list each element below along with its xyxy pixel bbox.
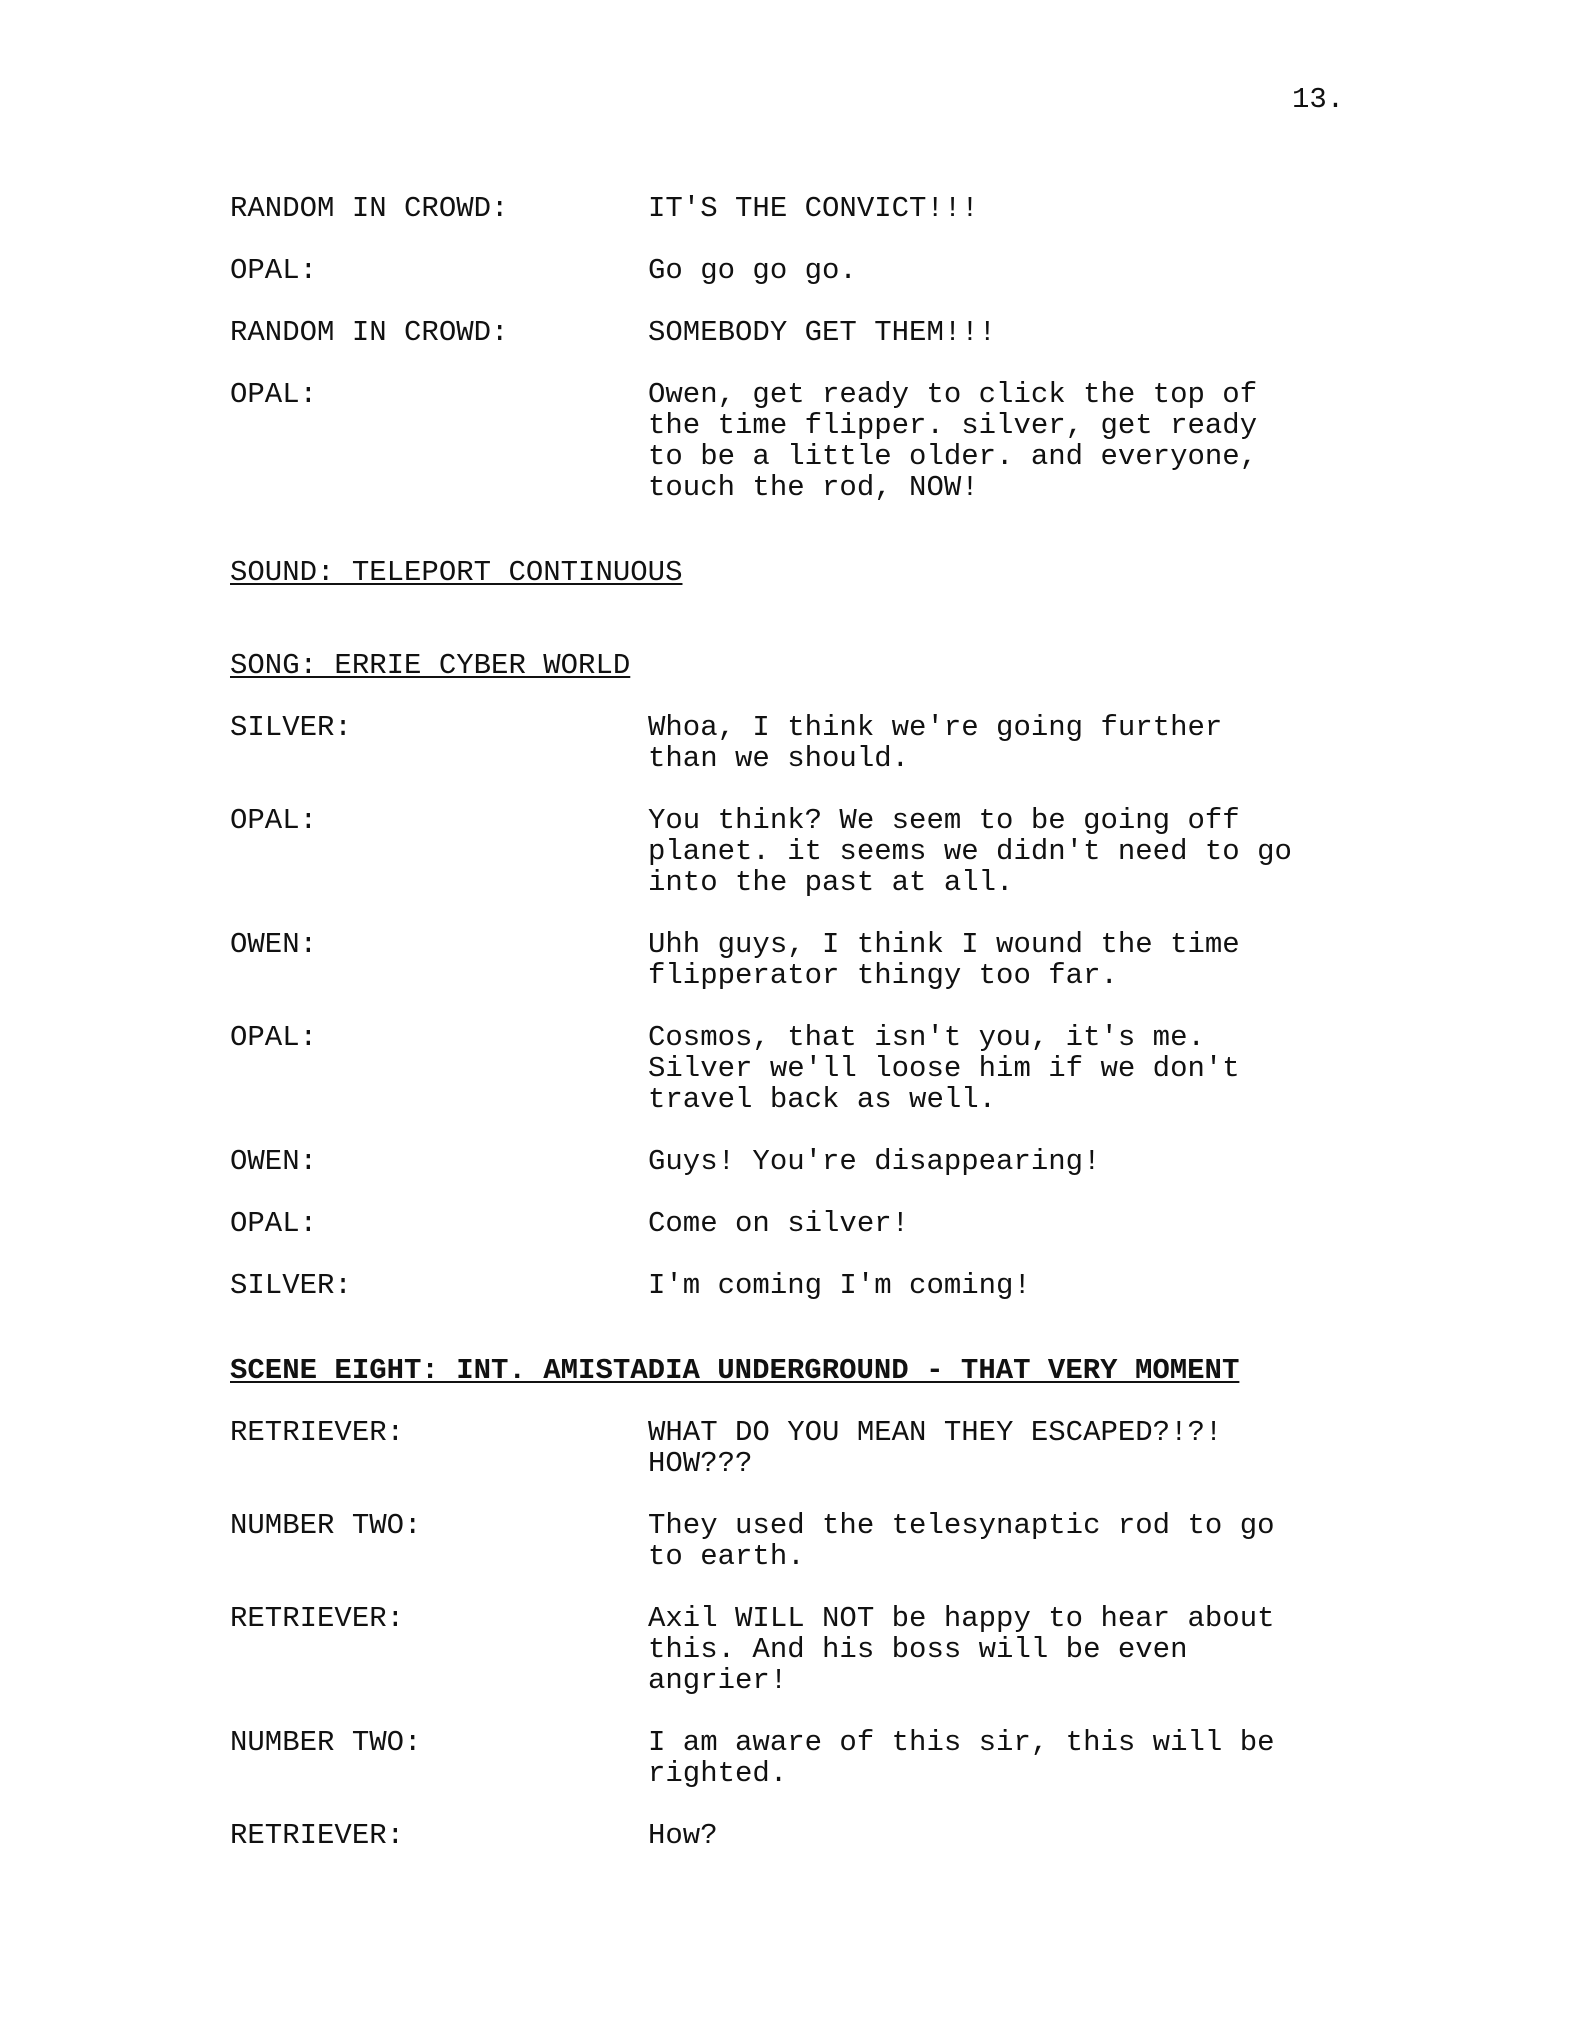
character-name: SILVER: bbox=[230, 711, 352, 744]
character-name: RANDOM IN CROWD: bbox=[230, 192, 509, 225]
dialogue-line bbox=[230, 379, 1360, 503]
dialogue-text: Uhh guys, I think I wound the time flipperator thingy too far. bbox=[648, 928, 1240, 992]
dialogue-text: IT'S THE CONVICT!!! bbox=[648, 192, 979, 225]
scene-heading: SCENE EIGHT: INT. AMISTADIA UNDERGROUND - THAT VERY MOMENT bbox=[230, 1354, 1240, 1387]
song-cue: SONG: ERRIE CYBER WORLD bbox=[230, 649, 631, 682]
dialogue-text: Guys! You're disappearing! bbox=[648, 1145, 1101, 1178]
character-name: OWEN: bbox=[230, 1145, 318, 1178]
character-name: RETRIEVER: bbox=[230, 1602, 405, 1635]
dialogue-block-3 bbox=[230, 1417, 1360, 1851]
dialogue-text: Owen, get ready to click the top of the time flipper. silver, get ready to be a little older. and everyone, touch the rod, NOW! bbox=[648, 378, 1258, 504]
dialogue-line bbox=[230, 1208, 1360, 1239]
dialogue-line bbox=[230, 1022, 1360, 1115]
dialogue-line bbox=[230, 929, 1360, 991]
dialogue-line bbox=[230, 805, 1360, 898]
dialogue-line bbox=[230, 1417, 1360, 1479]
dialogue-text: I am aware of this sir, this will be righted. bbox=[648, 1726, 1275, 1790]
dialogue-text: Go go go go. bbox=[648, 254, 857, 287]
dialogue-block-1 bbox=[230, 193, 1360, 503]
script-body bbox=[230, 193, 1360, 1851]
dialogue-text: SOMEBODY GET THEM!!! bbox=[648, 316, 997, 349]
dialogue-text: WHAT DO YOU MEAN THEY ESCAPED?!?! HOW??? bbox=[648, 1416, 1223, 1480]
page-number: 13. bbox=[1292, 83, 1345, 116]
character-name: OWEN: bbox=[230, 928, 318, 961]
dialogue-text: They used the telesynaptic rod to go to earth. bbox=[648, 1509, 1275, 1573]
sound-cue: SOUND: TELEPORT CONTINUOUS bbox=[230, 556, 683, 589]
dialogue-text: Come on silver! bbox=[648, 1207, 910, 1240]
dialogue-line bbox=[230, 193, 1360, 224]
character-name: OPAL: bbox=[230, 804, 318, 837]
dialogue-block-2 bbox=[230, 712, 1360, 1301]
character-name: RANDOM IN CROWD: bbox=[230, 316, 509, 349]
character-name: NUMBER TWO: bbox=[230, 1726, 422, 1759]
character-name: OPAL: bbox=[230, 378, 318, 411]
dialogue-line bbox=[230, 255, 1360, 286]
dialogue-text: How? bbox=[648, 1819, 718, 1852]
character-name: OPAL: bbox=[230, 1207, 318, 1240]
dialogue-line bbox=[230, 1270, 1360, 1301]
dialogue-text: Whoa, I think we're going further than we should. bbox=[648, 711, 1223, 775]
dialogue-text: Axil WILL NOT be happy to hear about this. And his boss will be even angrier! bbox=[648, 1602, 1275, 1697]
character-name: NUMBER TWO: bbox=[230, 1509, 422, 1542]
character-name: OPAL: bbox=[230, 254, 318, 287]
dialogue-line bbox=[230, 1510, 1360, 1572]
character-name: SILVER: bbox=[230, 1269, 352, 1302]
character-name: OPAL: bbox=[230, 1021, 318, 1054]
dialogue-line bbox=[230, 1603, 1360, 1696]
dialogue-text: You think? We seem to be going off planet. it seems we didn't need to go into the past at all. bbox=[648, 804, 1292, 899]
dialogue-line bbox=[230, 1146, 1360, 1177]
dialogue-line bbox=[230, 1820, 1360, 1851]
dialogue-line bbox=[230, 1727, 1360, 1789]
character-name: RETRIEVER: bbox=[230, 1416, 405, 1449]
dialogue-text: I'm coming I'm coming! bbox=[648, 1269, 1031, 1302]
character-name: RETRIEVER: bbox=[230, 1819, 405, 1852]
dialogue-line bbox=[230, 317, 1360, 348]
dialogue-line bbox=[230, 712, 1360, 774]
dialogue-text: Cosmos, that isn't you, it's me. Silver we'll loose him if we don't travel back as well. bbox=[648, 1021, 1240, 1116]
